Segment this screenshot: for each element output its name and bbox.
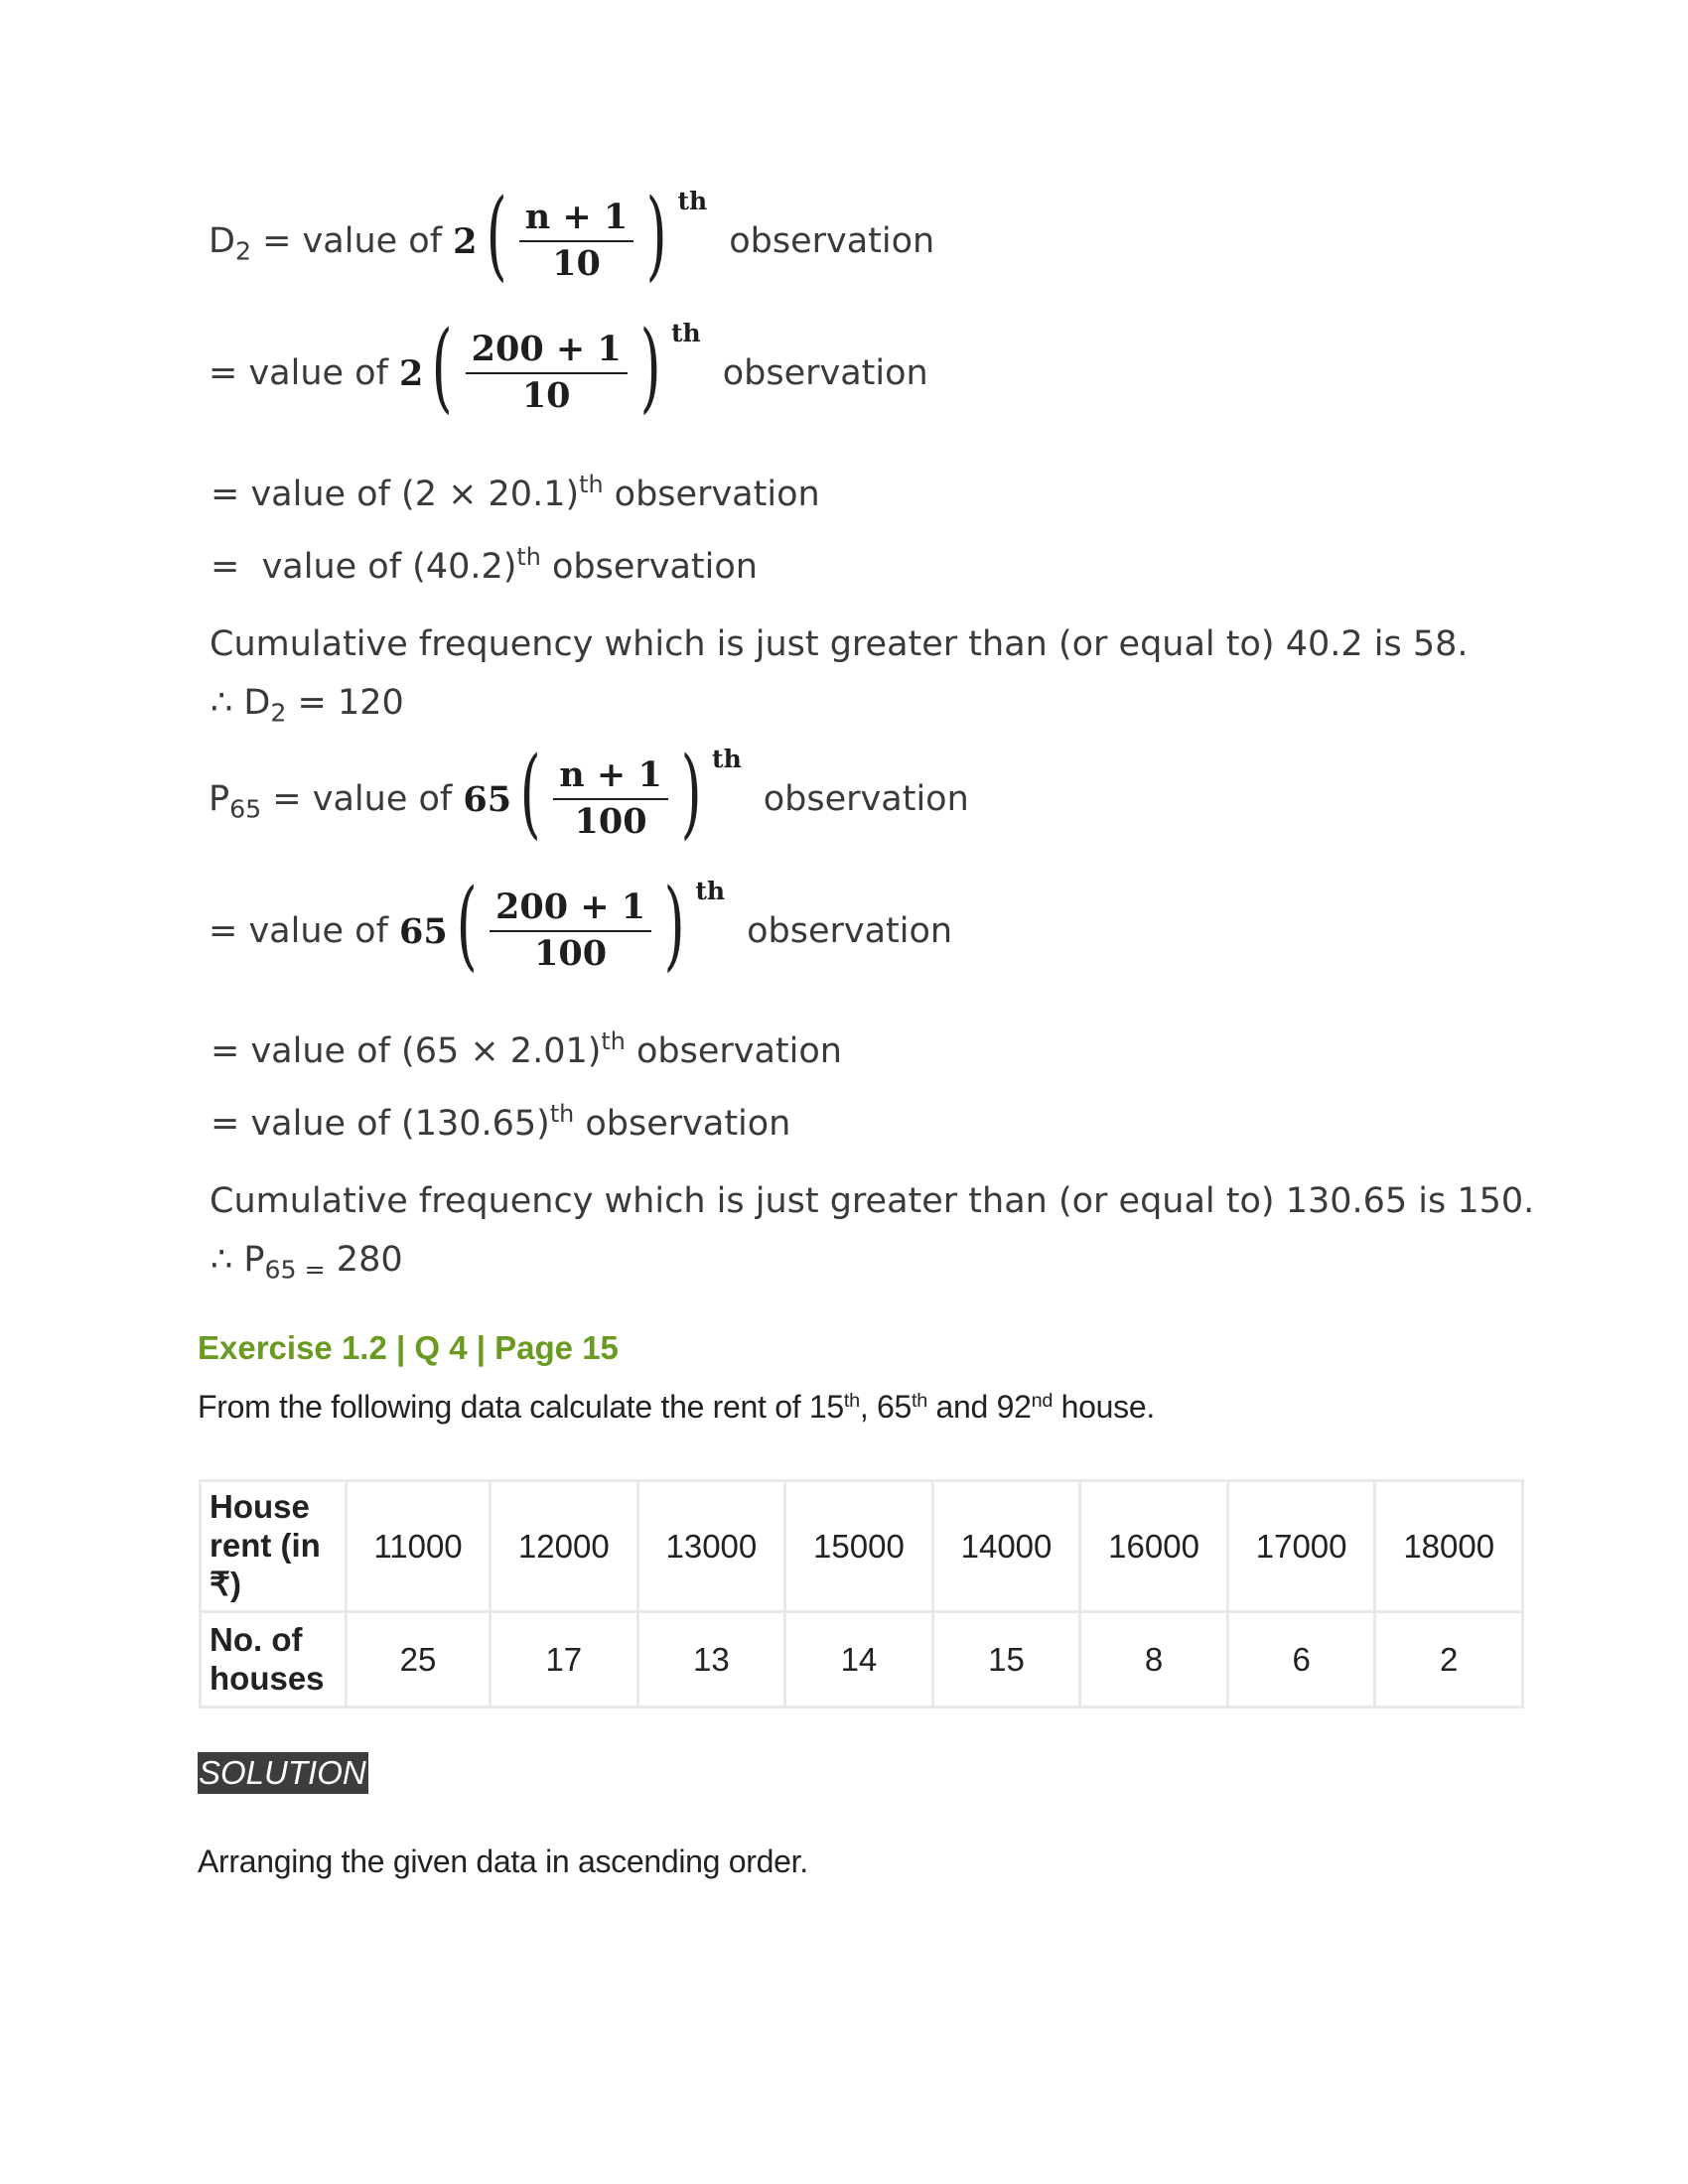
right-paren: ) [680,737,702,850]
d2-formula-line [209,179,935,292]
question-part: From the following data calculate the rent of 15 [198,1389,844,1425]
th-superscript: th [712,745,742,773]
fraction-numerator: 200 + 1 [466,332,628,374]
table-cell: 8 [1080,1612,1228,1707]
table-row-house-rent [201,1481,1523,1612]
p65-value-line [211,1099,791,1144]
fraction-denominator: 10 [552,243,601,284]
p65-fraction [490,889,651,973]
d2-text-before: = value of [250,221,454,261]
observation-word: observation [729,221,935,261]
fraction-numerator: n + 1 [519,200,634,242]
subscript: 65 = [264,1255,326,1285]
p65-product-line [211,1026,842,1071]
observation-word: observation [574,1104,791,1144]
table-cell: 14 [785,1612,933,1707]
p65-cumulative-sentence: Cumulative frequency which is just greater than (or equal to) 130.65 is 150. [210,1181,1535,1221]
rent-data-table [199,1479,1524,1708]
d2-result [211,683,404,728]
ordinal-suffix: th [912,1390,927,1413]
d2-value-line [211,542,758,587]
table-cell: 17 [491,1612,638,1707]
question-part: , 65 [859,1389,912,1425]
left-paren: ( [519,737,541,850]
d2-substitution-line [209,311,928,424]
observation-word: observation [747,911,953,951]
question-text [198,1389,1155,1426]
th-superscript: th [677,187,708,215]
observation-word: observation [763,779,969,819]
th-superscript: th [695,877,726,905]
question-part: and 92 [926,1389,1032,1425]
d2-fraction [466,329,628,416]
left-paren: ( [486,179,507,292]
therefore-label: ∴ D [211,683,271,723]
p65-text-before: = value of [261,779,464,819]
observation-word: observation [603,475,820,514]
d2-lhs: $D_2$ [209,221,251,266]
table-cell: 17000 [1227,1481,1375,1612]
row-header-no-of-houses [201,1612,347,1707]
fraction-denominator: 100 [574,801,647,842]
observation-word: observation [625,1031,842,1071]
table-cell: 11000 [347,1481,491,1612]
table-row-no-of-houses [201,1612,1523,1707]
table-cell: 6 [1227,1612,1375,1707]
right-paren: ) [663,869,685,982]
ordinal-suffix: th [843,1390,860,1413]
d2-cumulative-sentence: Cumulative frequency which is just greater than (or equal to) 40.2 is 58. [210,624,1469,664]
table-cell: 13 [637,1612,785,1707]
exercise-heading: Exercise 1.2 | Q 4 | Page 15 [198,1329,619,1366]
d2-fraction [519,197,634,284]
p65-coefficient: 65 [399,910,448,952]
d2-coefficient: 2 [399,352,424,394]
line-text: = value of (2 × 20.1) [211,475,580,514]
closing-text: Arranging the given data in ascending order. [198,1843,808,1879]
observation-word: observation [722,353,928,393]
table-cell: 15000 [785,1481,933,1612]
ordinal-suffix: nd [1031,1390,1054,1413]
left-paren: ( [432,311,454,424]
p65-coefficient: 65 [463,778,512,820]
header-line: No. of [210,1620,303,1658]
p65-formula-line [209,737,969,850]
line-text-before: = value of [209,353,400,393]
subscript: 2 [270,698,287,728]
th-superscript: th [516,542,541,571]
fraction-numerator: 200 + 1 [490,889,651,932]
fraction-numerator: n + 1 [553,757,668,800]
table-cell: 14000 [932,1481,1080,1612]
p65-substitution-line [209,869,953,982]
left-paren: ( [456,869,478,982]
th-superscript: th [579,470,604,498]
table-cell: 13000 [637,1481,785,1612]
table-cell: 12000 [491,1481,638,1612]
table-cell: 18000 [1375,1481,1523,1612]
right-paren: ) [645,179,667,292]
line-text: = value of (130.65) [211,1104,550,1144]
header-line: houses [210,1659,325,1697]
result-value: = 120 [286,683,404,723]
fraction-denominator: 100 [534,933,608,974]
line-text: = value of (65 × 2.01) [211,1031,602,1071]
th-superscript: th [549,1099,575,1128]
table-cell: 2 [1375,1612,1523,1707]
question-part: house. [1053,1389,1155,1425]
table-cell: 15 [932,1612,1080,1707]
row-header-house-rent [201,1481,347,1612]
d2-coefficient: 2 [453,220,478,262]
table-cell: 25 [347,1612,491,1707]
p65-lhs: $P_{65}$ [209,779,262,824]
solution-badge[interactable]: SOLUTION [198,1752,368,1794]
th-superscript: th [670,319,701,347]
observation-word: observation [540,547,758,587]
line-text: = value of (40.2) [211,547,517,587]
header-line: ₹) [210,1565,241,1602]
line-text-before: = value of [209,911,400,951]
th-superscript: th [601,1026,626,1055]
therefore-label: ∴ P [211,1240,265,1280]
p65-fraction [553,754,668,842]
p65-result [211,1240,403,1285]
result-value: 280 [325,1240,403,1280]
fraction-denominator: 10 [521,375,571,416]
header-line: House [210,1488,310,1526]
d2-product-line [211,470,820,514]
header-line: rent (in [210,1527,321,1565]
table-cell: 16000 [1080,1481,1228,1612]
right-paren: ) [639,311,661,424]
